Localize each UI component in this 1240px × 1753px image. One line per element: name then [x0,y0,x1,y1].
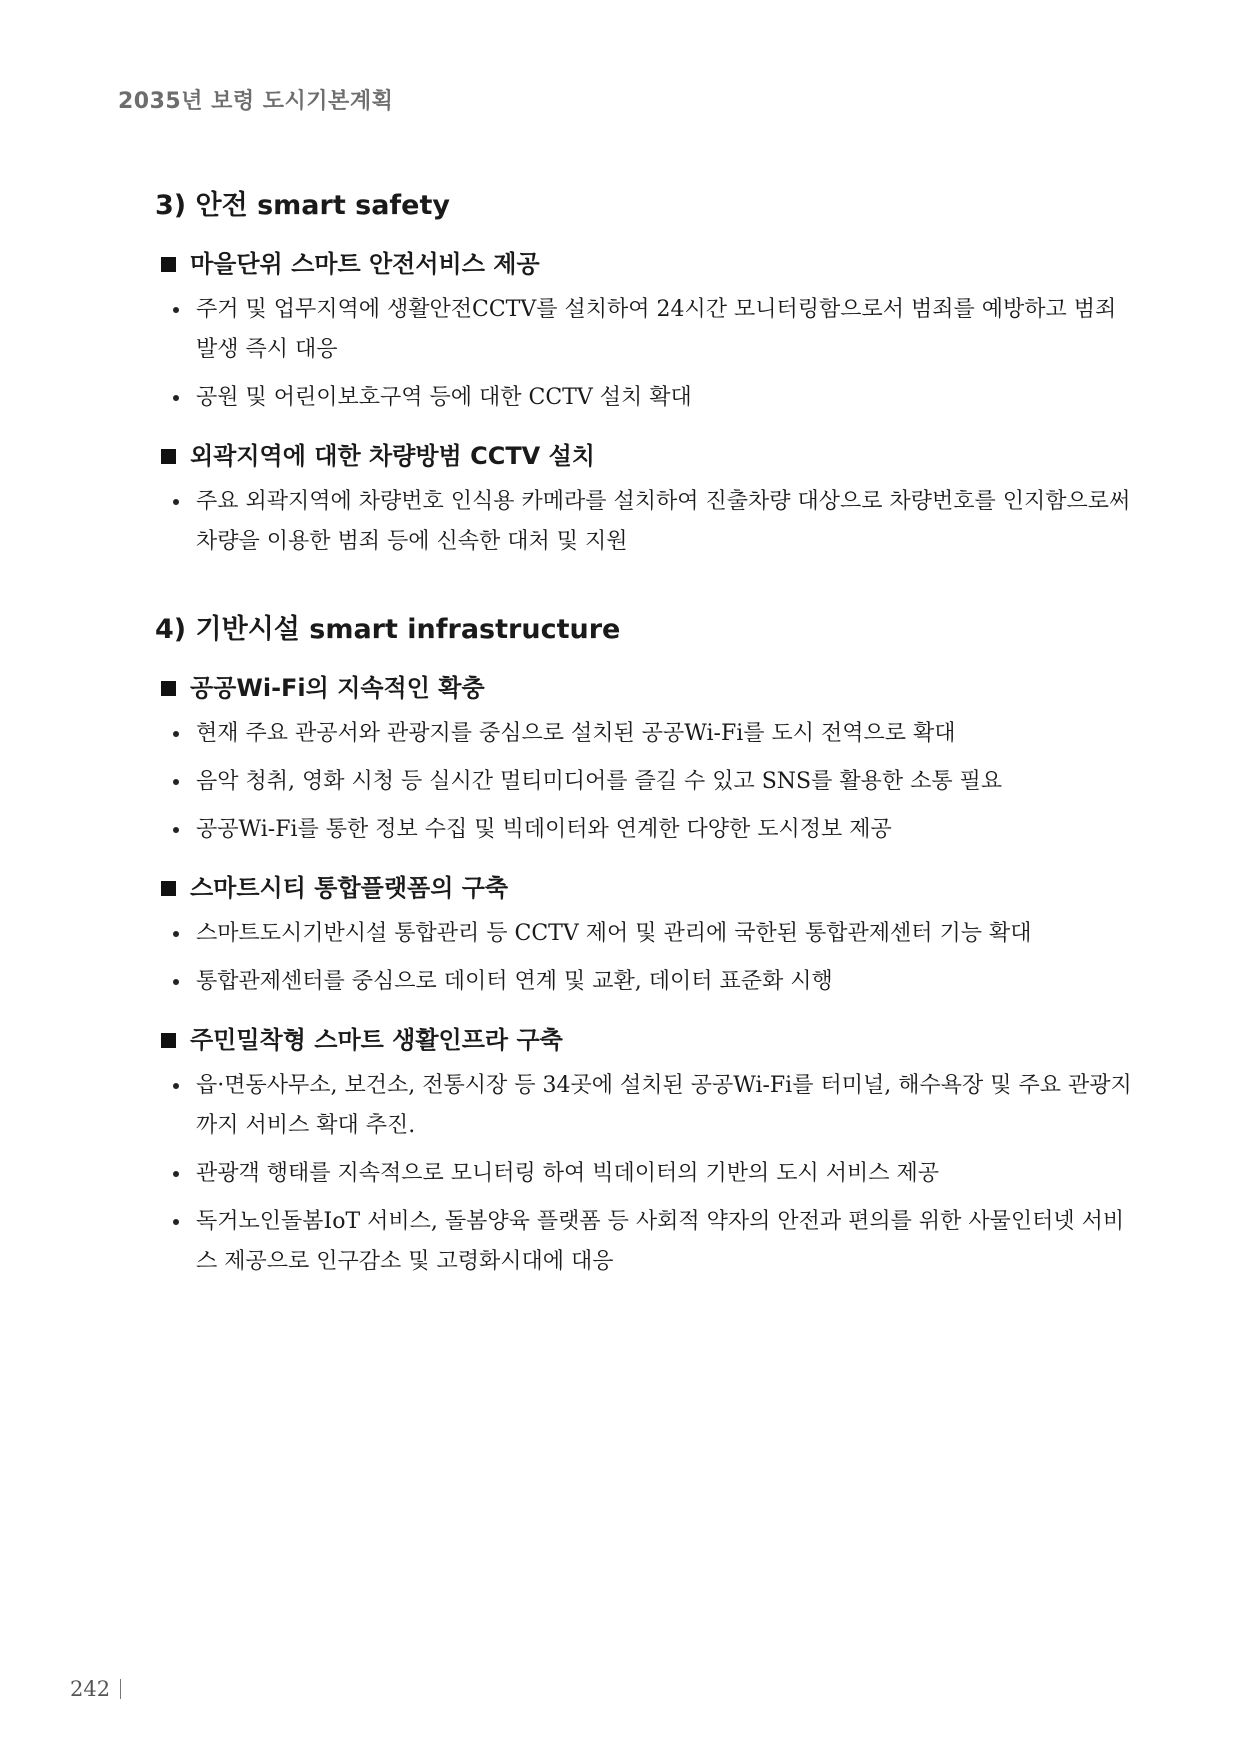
subheading [161,246,1135,282]
list-item-text: 관광객 행태를 지속적으로 모니터링 하여 빅데이터의 기반의 도시 서비스 제공 [196,1161,940,1186]
square-bullet-icon [161,449,176,464]
bullet-list [155,914,1135,1002]
square-bullet-icon [161,257,176,272]
bullet-dot-icon [173,827,179,833]
list-item [155,378,1135,418]
list-item-text: 주요 외곽지역에 차량번호 인식용 카메라를 설치하여 진출차량 대상으로 차량번호를 인지함으로써 차량을 이용한 범죄 등에 신속한 대처 및 지원 [196,489,1131,554]
bullet-dot-icon [173,307,179,313]
bullet-dot-icon [173,1083,179,1089]
square-bullet-icon [161,1033,176,1048]
bullet-list [155,482,1135,562]
subheading [161,670,1135,706]
footer-divider [120,1679,121,1699]
subheading-text: 주민밀착형 스마트 생활인프라 구축 [190,1026,563,1054]
list-item [155,482,1135,562]
section-smart-infrastructure [155,610,1135,1282]
square-bullet-icon [161,681,176,696]
list-item-text: 음악 청취, 영화 시청 등 실시간 멀티미디어를 즐길 수 있고 SNS를 활용한 소통 필요 [196,769,1003,794]
subheading [161,1022,1135,1058]
bullet-list [155,1066,1135,1282]
subheading-text: 마을단위 스마트 안전서비스 제공 [190,250,540,278]
running-header: 2035년 보령 도시기본계획 [118,89,394,114]
list-item [155,810,1135,850]
list-item [155,1154,1135,1194]
list-item-text: 통합관제센터를 중심으로 데이터 연계 및 교환, 데이터 표준화 시행 [196,969,833,994]
list-item [155,714,1135,754]
list-item-text: 공원 및 어린이보호구역 등에 대한 CCTV 설치 확대 [196,385,692,410]
square-bullet-icon [161,881,176,896]
list-item [155,762,1135,802]
subheading [161,870,1135,906]
list-item [155,1066,1135,1146]
list-item-text: 스마트도시기반시설 통합관리 등 CCTV 제어 및 관리에 국한된 통합관제센터 기능 확대 [196,921,1032,946]
subheading [161,438,1135,474]
list-item [155,1202,1135,1282]
bullet-list [155,290,1135,418]
subheading-text: 외곽지역에 대한 차량방범 CCTV 설치 [190,442,595,470]
bullet-dot-icon [173,979,179,985]
bullet-dot-icon [173,1171,179,1177]
section-title: 3) 안전 smart safety [155,190,450,221]
bullet-dot-icon [173,931,179,937]
list-item-text: 주거 및 업무지역에 생활안전CCTV를 설치하여 24시간 모니터링함으로서 범죄를 예방하고 범죄발생 즉시 대응 [196,297,1117,362]
list-item-text: 현재 주요 관공서와 관광지를 중심으로 설치된 공공Wi-Fi를 도시 전역으로 확대 [196,721,956,746]
page-number: 242 [70,1677,111,1701]
bullet-dot-icon [173,779,179,785]
section-smart-safety [155,186,1135,562]
list-item [155,914,1135,954]
bullet-dot-icon [173,731,179,737]
section-title: 4) 기반시설 smart infrastructure [155,614,621,645]
bullet-dot-icon [173,499,179,505]
bullet-dot-icon [173,1219,179,1225]
list-item [155,962,1135,1002]
subheading-text: 스마트시티 통합플랫폼의 구축 [190,874,509,902]
document-body [155,186,1135,1282]
subheading-text: 공공Wi-Fi의 지속적인 확충 [190,674,485,702]
list-item [155,290,1135,370]
bullet-dot-icon [173,395,179,401]
list-item-text: 공공Wi-Fi를 통한 정보 수집 및 빅데이터와 연계한 다양한 도시정보 제공 [196,817,892,842]
list-item-text: 읍·면동사무소, 보건소, 전통시장 등 34곳에 설치된 공공Wi-Fi를 터미널, 해수욕장 및 주요 관광지까지 서비스 확대 추진. [196,1073,1132,1138]
list-item-text: 독거노인돌봄IoT 서비스, 돌봄양육 플랫폼 등 사회적 약자의 안전과 편의를 위한 사물인터넷 서비스 제공으로 인구감소 및 고령화시대에 대응 [196,1209,1125,1274]
page-footer [70,1677,121,1701]
bullet-list [155,714,1135,850]
